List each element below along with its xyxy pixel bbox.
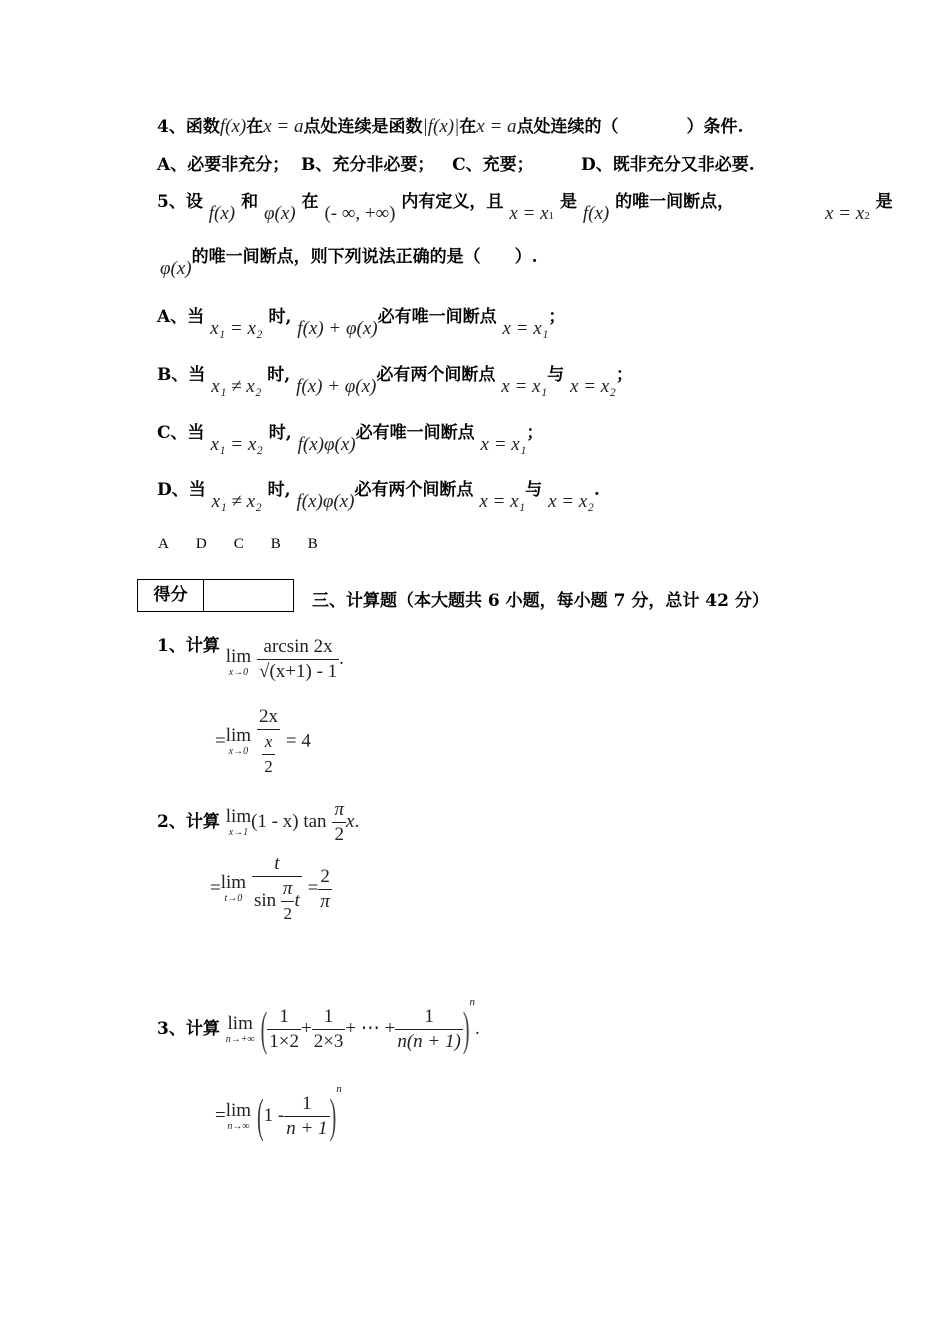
math-result: x = x₁ bbox=[501, 376, 548, 397]
math-fx-2: f(x) bbox=[582, 203, 610, 224]
math-x-eq-x1: x = x1 bbox=[509, 203, 555, 224]
lim-operator: lim x→0 bbox=[225, 725, 252, 757]
calc1-problem: 1、计算 lim x→0 $\frac{\arcsin 2x}{√(x+1) - 1}$ . bbox=[157, 636, 344, 682]
section-title: 三、计算题（本大题共 6 小题，每小题 7 分，总计 42 分） bbox=[312, 591, 769, 611]
math-fx: f(x) bbox=[208, 203, 236, 224]
q5-option-c: C、当 x₁ = x₂ 时, f(x)φ(x)必有唯一间断点 x = x₁； bbox=[157, 423, 544, 455]
math-expr: f(x)φ(x) bbox=[297, 434, 356, 455]
q5-line1: 5、设 f(x) 和 φ(x) 在 (- ∞, +∞) 内有定义，且 x = x1 是 f(x) 的唯一间断点， bbox=[157, 192, 735, 224]
math-result: x = x₁ bbox=[502, 318, 549, 339]
calc2-solution: = lim t→0 t sin $\frac{\pi}{2}$ t = $\frac{2}{\pi}$ bbox=[210, 852, 332, 926]
math-result: x = x₁ bbox=[480, 434, 527, 455]
q5-line1-tail: x = x2 是 bbox=[825, 192, 893, 224]
math-cond: x₁ = x₂ bbox=[210, 318, 263, 339]
math-expr: f(x) + φ(x) bbox=[297, 318, 378, 339]
math-cond: x₁ = x₂ bbox=[210, 434, 263, 455]
fraction: $\frac{\arcsin 2x}{√(x+1) - 1}$ bbox=[259, 636, 338, 682]
math-fx: f(x) bbox=[219, 116, 247, 137]
math-x-eq-x2: x = x2 bbox=[825, 203, 870, 224]
calc3-solution: = lim n→∞ (1 - $\frac{1}{n + 1}$ )$^n$ bbox=[215, 1083, 342, 1143]
lim-operator: lim n→∞ bbox=[225, 1099, 252, 1132]
score-box bbox=[137, 579, 294, 612]
lim-operator: lim t→0 bbox=[220, 872, 247, 904]
math-result-2: x = x₂ bbox=[570, 376, 616, 397]
q5-option-d: D、当 x₁ ≠ x₂ 时, f(x)φ(x)必有两个间断点 x = x₁与 x = x₂. bbox=[157, 480, 600, 512]
fraction: $\frac{2x}{\frac{x}{2}}$ bbox=[258, 706, 278, 776]
math-expr: f(x) + φ(x) bbox=[296, 376, 377, 397]
math-result-2: x = x₂ bbox=[548, 491, 594, 512]
math-cond: x₁ ≠ x₂ bbox=[211, 376, 262, 397]
lim-operator: lim x→1 bbox=[225, 805, 252, 838]
calc2-problem: 2、计算 lim x→1 (1 - x) tan $\frac{\pi}{2}$ x. bbox=[157, 799, 360, 845]
lim-operator: lim x→0 bbox=[225, 645, 252, 678]
lim-operator: lim n→+∞ bbox=[225, 1012, 255, 1045]
calc1-solution: = lim x→0 $\frac{2x}{\frac{x}{2}}$ = 4 bbox=[215, 705, 311, 779]
math-x-eq-a-2: x = a bbox=[476, 116, 517, 137]
q5-option-b: B、当 x₁ ≠ x₂ 时, f(x) + φ(x)必有两个间断点 x = x₁与 x = x₂； bbox=[157, 365, 633, 397]
math-interval: (- ∞, +∞) bbox=[324, 203, 396, 224]
q5-option-a: A、当 x₁ = x₂ 时, f(x) + φ(x)必有唯一间断点 x = x₁； bbox=[157, 307, 566, 339]
q5-line2: φ(x)的唯一间断点，则下列说法正确的是（ ）. bbox=[160, 247, 538, 279]
math-x-eq-a: x = a bbox=[263, 116, 304, 137]
q4-options: A、必要非充分； B、充分非必要； C、充要； D、既非充分又非必要. bbox=[157, 155, 755, 175]
q4-line: 4、函数f(x)在x = a点处连续是函数|f(x)|在x = a点处连续的（ ）条件. bbox=[157, 116, 744, 137]
math-abs-fx: |f(x)| bbox=[422, 116, 460, 137]
math-expr: f(x)φ(x) bbox=[296, 491, 355, 512]
score-label: 得分 bbox=[138, 580, 204, 611]
answer-key: A D C B B bbox=[158, 536, 318, 552]
fraction: t sin $\frac{\pi}{2}$ t bbox=[253, 853, 300, 923]
math-phix: φ(x) bbox=[263, 203, 296, 224]
fraction-result: $\frac{2}{\pi}$ bbox=[320, 865, 330, 912]
math-phix-2: φ(x) bbox=[160, 258, 192, 279]
math-result: x = x₁ bbox=[479, 491, 526, 512]
fraction: $\frac{\pi}{2}$ bbox=[334, 799, 345, 845]
calc3-problem: 3、计算 lim n→+∞ ( $\frac{1}{1\times 2}$ + $\frac{1}{2\times 3}$ + ⋯ + $\frac{1}{n(n + 1)}$ )$^n$. bbox=[157, 996, 480, 1056]
math-cond: x₁ ≠ x₂ bbox=[211, 491, 262, 512]
